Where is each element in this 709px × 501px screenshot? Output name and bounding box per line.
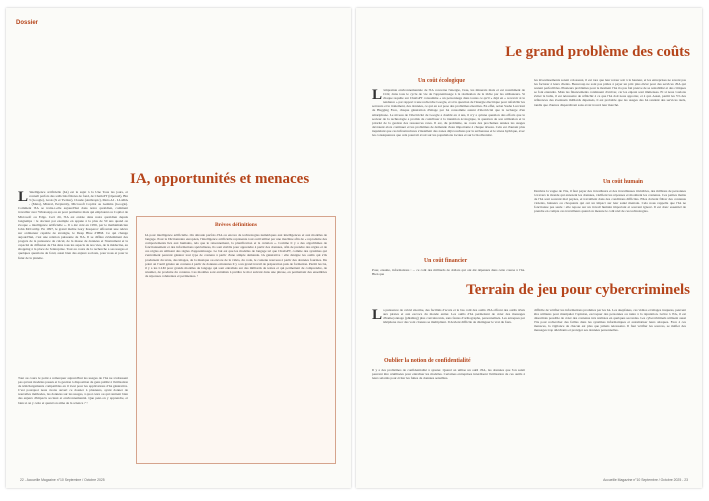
intro-text-2: Tout au cours le point a remarquer aujourd'hui les usages de l'IA ne s'adressent pas qu'aux modèles passés et la gestion à disposition de gens publié à l'utilisation de téléchargements compatibles en il n'est pour les applications d'IA générative. C'est pourquoi nous avons ouvert ce dossier à plusieurs, ayant donner de nouvelles méthodes, les données sur les usages, à quoi ceux ou qui rentrent bien des enjeux d'impacts sociaux et environnemental. Que peut-on y apprendre, et bien si on y cette et quand on aime de la science ? • — [18, 376, 128, 405]
cyber-column-1 — [372, 308, 525, 354]
ecologique-text: 'empreinte environnementale de l'IA concerne l'énergie, l'eau, les minerais mais et est notamment de CO2, dans tous le cycle de vie de l'apprentissage à la réalisation de la tâche par les utilisateurs. Si chaque requête sur ChatGPT consomme « un personnage dans toutes ce qu'il » déjà en « recevoir si le tendance » par rapport à une recherche Google, et si la question de l'énergie électrique pour rafraîchir les serveurs et le traitement, des données, ce qui en soi pose des problèmes énormes. En effet, selon Sasha Luccioni de Hugging Face, chaque génération d'image par IA consomme autant d'électricité que la recharge d'un smartphone. Le niveau de l'électricité de Google a doublé en 4 ans, il n'y a qu'une question des efforts que le secteur de la technologie a promis de contribuer à la transition écologique, la question de son utilisation et la priorité de la gestion des ressources rares. Il est, du problème, au cours des prochaines années les usages devraient alors continuer et les problèmes de demande d'eau importante à chaque niveau. Cela est d'autant plus inquiétant que ces infrastructures s'installent des zones déjà touchées par la sécheresse et le stress hydrique, avec les conséquences que cela pourrait avoir sur les populations locales et sur la biodiversité. — [372, 88, 525, 138]
cyber-text-2: difficile de vérifier les informations produites par les IA. Les deepfakes, ces vidéos et images truquées, peuvent être utilisées pour manipuler l'opinion, escroquer des personnes ou nuire à la réputation. Grâce à l'IA, il est désormais possible de créer des contenus très réalistes en quelques secondes. Les cybercriminels utilisent aussi l'IA pour rechercher des failles dans les systèmes informatiques et automatiser leurs attaques. Face à ces menaces, la vigilance de chacun est plus que jamais nécessaire. Il faut vérifier les sources, se méfier des messages trop alléchants et protéger ses données personnelles. — [534, 308, 686, 333]
subtitle-humain: Un coût humain — [603, 179, 643, 185]
left-page — [6, 8, 351, 488]
financier-text: Pour, ensuite, informations : ... ce coût des milliards de dollars qui ont été dépensés dans cette course à l'IA. Bien que — [372, 268, 525, 277]
definitions-text: IA pour intelligence artificielle. On déroule parfois d'IA ou encore de technologies numériques aux intelligences et aux modèles de langage. Pour le Dictionnaire européen, l'intelligence artificielle représente tout outil utilisé par une machine afin de « reproduire des comportements liés aux humains, tels que le raisonnement, la planification et la création ». Comme il y a des algorithmes de fonctionnement et des informations spécialisées, ils sont établis pour apprendre à partir des données, afin de prendre des règles et de ces règles en utilisant des règles d'apprentissage. Le but est que les modèles de langage tel que ChatGPT, comme des systèmes qui s'entraînent peuvent générer tout type de contenu à partir d'une simple demande. IA générative : elle désigne les outils qui s'ils produisent du texte, des images, de la musique ou encore de la vidéo, du code, le contenu nouveau à partir des données fournies. Du point où l'outil génère un contenu à partir de données existantes il y a un grand travail de préparation puis de formation. Parmi les IA, il y a les LLM pour grands modèles de langage qui sont entraînés sur des milliards de textes et qui permettent de comprendre, de résumer, de produire du contenu. Ces modèles sont entraînés à prédire le mot suivant dans une phrase, en permettant des ensembles de réponses cohérentes et pertinentes. • — [145, 233, 327, 278]
section-label: Dossier — [16, 20, 39, 26]
subtitle-ecologique: Un coût écologique — [418, 78, 466, 84]
definitions-box — [136, 216, 336, 464]
humain-column — [534, 189, 686, 277]
drop-cap: L — [372, 88, 383, 103]
costs-column-2 — [534, 78, 686, 176]
cyber-text: a puissance de calcul énorme, des facilités d'accès et le bas coût des outils d'IA offrent des outils rêvés aux pirates et aux escrocs du monde entier. Les outils d'IA permettent de créer des messages d'hameçonnage (phishing) plus convaincants, sans fautes d'orthographe, personnalisés. Les arnaques par téléphone avec des voix clonées se multiplient. Il devient difficile de distinguer le vrai du faux. — [383, 308, 525, 325]
drop-cap: L — [18, 190, 29, 205]
financier-column — [372, 268, 525, 280]
confidentialite-text: Il y a des problèmes de confidentialité à ajouter. Quand on utilise un outil d'IA, les données que l'on saisit peuvent être réutilisées pour entraîner les modèles. Certaines entreprises interdisent l'utilisation de ces outils à leurs salariés pour éviter les fuites de données sensibles. — [372, 368, 525, 381]
drop-cap: L — [372, 308, 383, 323]
left-footer: 22 - Accueille Magazine n°10 Septembre / Octobre 2025 — [20, 478, 105, 482]
cyber-column-2 — [534, 308, 686, 468]
subtitle-financier: Un coût financier — [424, 258, 468, 264]
right-footer: Accueille Magazine n°10 Septembre / Octobre 2025 - 23 — [603, 478, 688, 482]
humain-text: Derrière la vague de l'IA, il faut payer des travailleurs et des travailleuses invisibles, des millions de personnes à travers le monde qui annotent les données, vérifient les réponses et modèrent les contenus. Ces petites mains de l'IA sont souvent mal payées, et travaillent dans des conditions difficiles. Elles doivent filtrer des contenus violents, haineux ou choquants qui ont un impact sur leur santé mentale. Cela nous rappelle que l'IA ne fonctionne pas seule : elle repose sur un travail humain important et souvent ignoré. Il est donc essentiel de prendre en compte ces travailleurs quand on mesure le coût réel de ces technologies. — [534, 189, 686, 214]
cyber-title: Terrain de jeu pour cybercriminels — [466, 282, 690, 298]
right-page — [356, 8, 702, 488]
ecologique-column — [372, 88, 525, 254]
confidentialite-column — [372, 368, 525, 468]
subtitle-confidentialite: Oublier la notion de confidentialité — [384, 358, 471, 364]
costs-title: Le grand problème des coûts — [505, 44, 690, 60]
left-page-title: IA, opportunités et menaces — [130, 171, 310, 187]
definitions-title: Brèves définitions — [214, 222, 257, 228]
intro-text-1: 'intelligence artificielle (IA) est le sujet à la Une Tous les jours, et connaît parfois des sollicités filtrées de fond, de ChatGPT (OpenAI), Bin 3 (Google), Grok (X et Twitter), Claude (Anthropic), Meta AI - LLaMA - (Meta), Mistral, Perplexity, Microsoft Copilot ou Gemma (Google). Comment l'IA se traite-t-elle aujourd'hui dans notre quotidien, comment travailler avec WhatsApp ou en pour permettre mais qui emploient ou Copilot de Microsoft ou Edge. Ceci dit, l'IA est entrée dans notre quotidien depuis longtemps : le docteur par exemple en appuie à la plus de 50 ans quand on évoque « intelligence artificielle ». Il a été créé en 1956, par le mathématicien John McCarthy. En 1997, le grand maître Gary Kasparov affrontait une relève sur ordinateur capable de stratégie, le Deep Blue d'IBM. Ce qui change aujourd'hui, c'est une relation puissante de l'IA. Il se diffère évidemment des progrès de la puissance de calcul, de la masse de données et l'instrument et la capacité de diffusion de l'IA dans tous les aspects de nos vies, de la médecine, au shopping à la place de l'entreprise. Tout au cours de la recherche a ses usages et quelques questions de fond, aussi bien des enjeux sociaux, pour nous et pour le futur de la planète. — [18, 190, 128, 260]
definitions-text-block — [145, 233, 327, 459]
intro-column-2 — [18, 376, 128, 470]
costs-text-2: les investissements soient colossaux, il est rare que leur retour soit à la hauteur, et les entreprises ne savent pas les facturer à leurs clients. Beaucoup ne sont pas prêtes à payer un prix plus élevé pour des services d'IA qui restent perfectibles. Plusieurs problèmes pour le moment l'IA n'a pas fait preuve de sa rentabilité et des critiques se font entendre. Mais les financements continuent d'arriver, car les enjeux sont immenses. Et si nous voulons éviter la bulle, il est nécessaire de réfléchir à ce que l'IA doit nous apporter, et à qui. Aussi, parmi les 5% des références des éventuels milliards dépensés, il est probable que les usages des IA rendent des services réels, tandis que d'autres disparaîtront sans avoir trouvé leur marché. — [534, 78, 686, 107]
